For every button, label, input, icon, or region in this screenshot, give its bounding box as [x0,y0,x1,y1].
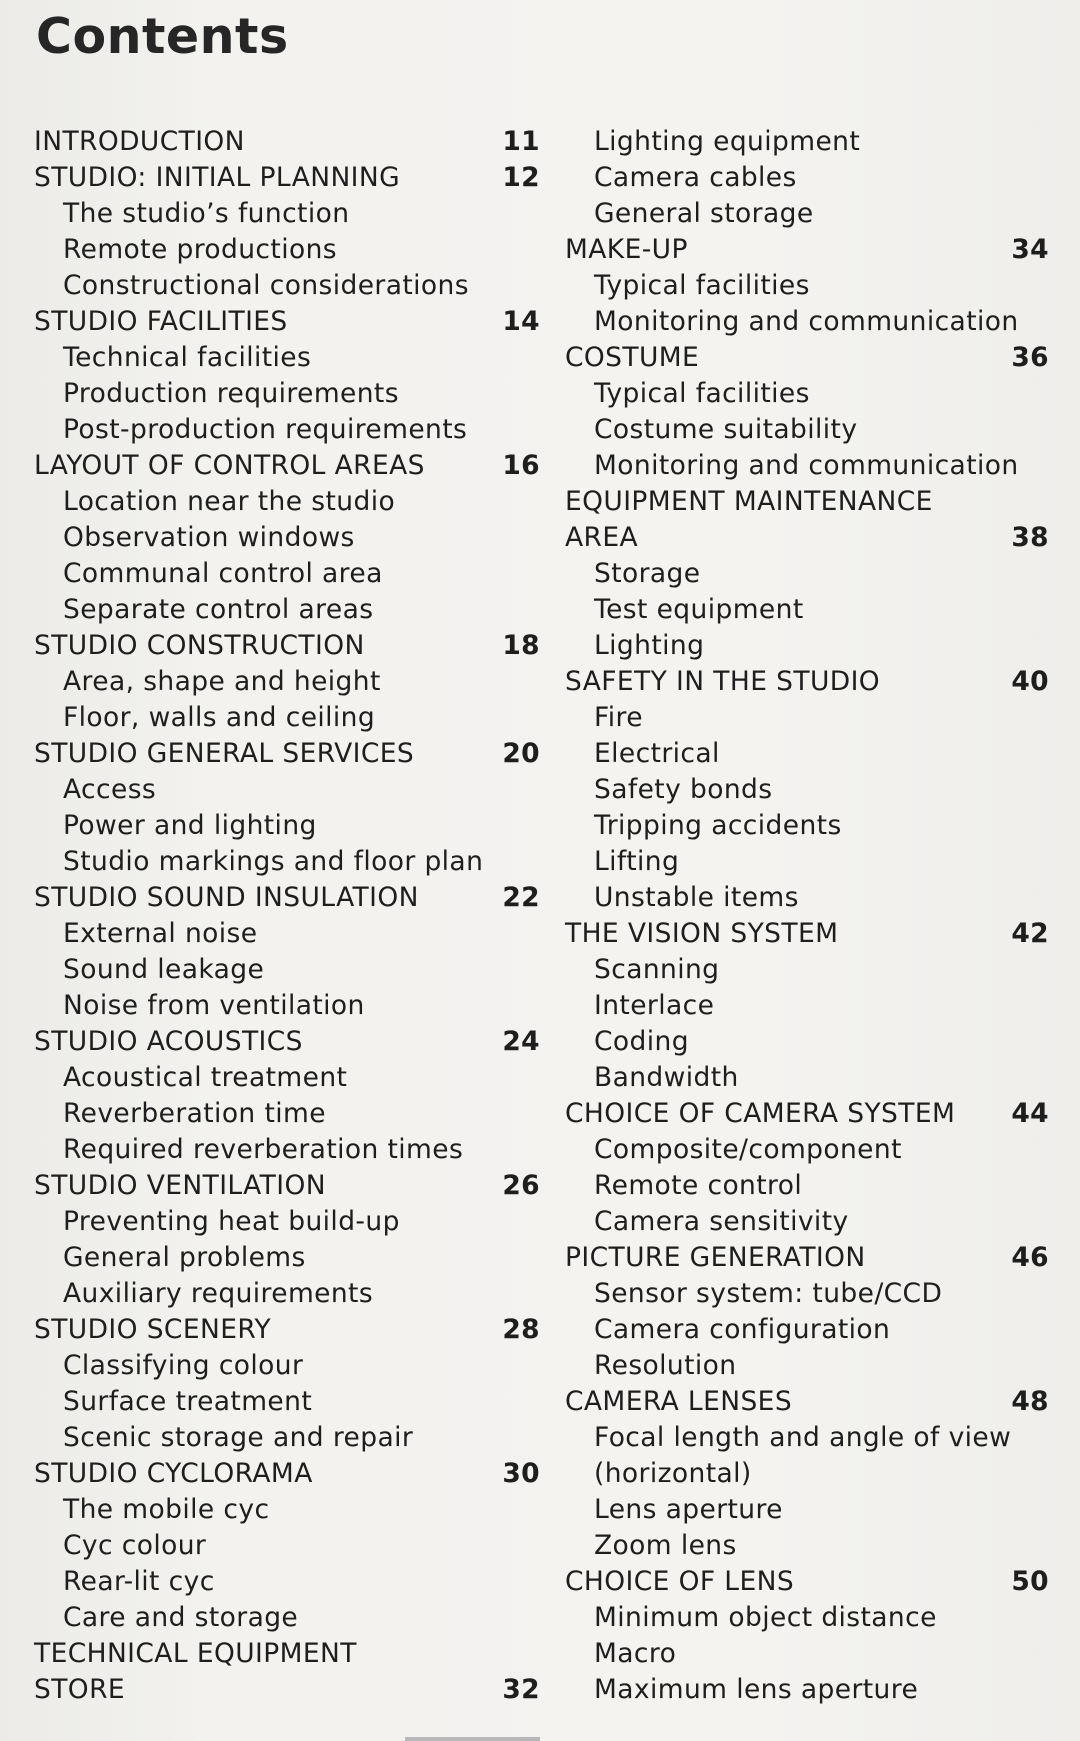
toc-subentry [565,304,1055,340]
toc-page-number: 50 [1011,1566,1049,1597]
toc-heading [34,1636,534,1672]
toc-subentry [34,1132,534,1168]
toc-entry-text: Maximum lens aperture [594,1674,919,1705]
toc-subentry [34,1528,534,1564]
toc-entry-text: Lifting [594,846,680,877]
toc-subentry [34,988,534,1024]
toc-heading [34,160,540,196]
toc-subentry [565,1060,1055,1096]
toc-entry-text: Care and storage [63,1602,299,1633]
toc-entry-text: External noise [63,918,258,949]
toc-entry-text: Post-production requirements [63,414,468,445]
toc-subentry [34,1348,534,1384]
toc-heading [565,1384,1055,1420]
toc-entry-text: Sensor system: tube/CCD [594,1278,943,1309]
scroll-indicator [405,1737,540,1741]
toc-entry-text: Monitoring and communication [594,306,1019,337]
toc-entry-text: Area, shape and height [63,666,381,697]
toc-page-number: 14 [502,306,540,337]
toc-heading [565,340,1055,376]
toc-subentry [34,1384,534,1420]
toc-entry-text: (horizontal) [594,1458,752,1489]
toc-entry-text: CAMERA LENSES [565,1386,793,1417]
toc-entry-text: Access [63,774,157,805]
toc-subentry [565,1528,1055,1564]
toc-entry-text: MAKE-UP [565,234,688,265]
toc-subentry [565,1420,1055,1456]
toc-page-number: 18 [502,630,540,661]
toc-entry-text: EQUIPMENT MAINTENANCE [565,486,933,517]
toc-page-number: 38 [1011,522,1049,553]
toc-page-number: 32 [502,1674,540,1705]
toc-entry-text: Power and lighting [63,810,317,841]
page-title: Contents [36,8,289,65]
toc-subentry [34,844,534,880]
toc-entry-text: Separate control areas [63,594,374,625]
toc-entry-text: Typical facilities [594,378,810,409]
toc-subentry [565,1024,1055,1060]
toc-entry-text: Required reverberation times [63,1134,464,1165]
toc-subentry [34,1204,534,1240]
toc-subentry [34,556,534,592]
toc-subentry [34,1240,534,1276]
toc-heading [34,1312,540,1348]
toc-entry-text: Camera sensitivity [594,1206,849,1237]
toc-entry-text: Noise from ventilation [63,990,365,1021]
toc-page-number: 40 [1011,666,1049,697]
toc-page-number: 36 [1011,342,1049,373]
toc-entry-text: Electrical [594,738,720,769]
toc-heading [565,664,1055,700]
toc-subentry [565,592,1055,628]
toc-entry-text: Coding [594,1026,689,1057]
toc-page-number: 11 [502,126,540,157]
toc-heading [34,880,540,916]
toc-heading [34,1024,540,1060]
toc-entry-text: Storage [594,558,701,589]
toc-subentry [565,880,1055,916]
toc-subentry [34,1096,534,1132]
toc-entry-text: Scanning [594,954,720,985]
toc-entry-text: Tripping accidents [594,810,842,841]
toc-page-number: 26 [502,1170,540,1201]
toc-entry-text: The studio’s function [63,198,350,229]
toc-subentry [34,664,534,700]
toc-entry-text: Studio markings and floor plan [63,846,484,877]
toc-subentry [34,916,534,952]
toc-subentry [34,412,534,448]
toc-page-number: 20 [502,738,540,769]
toc-entry-text: Technical facilities [63,342,312,373]
toc-subentry [34,592,534,628]
toc-heading [565,520,1055,556]
toc-entry-text: TECHNICAL EQUIPMENT [34,1638,357,1669]
toc-subentry [565,772,1055,808]
toc-page-number: 12 [502,162,540,193]
toc-page-number: 16 [502,450,540,481]
toc-entry-text: Sound leakage [63,954,265,985]
toc-heading [34,1456,540,1492]
toc-subentry [34,1420,534,1456]
toc-entry-text: Monitoring and communication [594,450,1019,481]
toc-subentry [565,1600,1055,1636]
toc-subentry [565,412,1055,448]
toc-subentry [565,988,1055,1024]
toc-entry-text: Safety bonds [594,774,773,805]
toc-entry-text: Zoom lens [594,1530,737,1561]
toc-entry-text: Focal length and angle of view [594,1422,1012,1453]
toc-entry-text: Observation windows [63,522,355,553]
toc-subentry [565,1348,1055,1384]
toc-subentry [34,700,534,736]
toc-heading [565,1564,1055,1600]
toc-column-right [565,124,1055,1708]
toc-page-number: 28 [502,1314,540,1345]
toc-page-number: 44 [1011,1098,1049,1129]
toc-subentry [565,1312,1055,1348]
toc-page-number: 42 [1011,918,1049,949]
toc-entry-text: Test equipment [594,594,804,625]
toc-entry-text: STUDIO FACILITIES [34,306,288,337]
toc-entry-text: Macro [594,1638,677,1669]
toc-page-number: 24 [502,1026,540,1057]
toc-subentry [34,340,534,376]
toc-subentry [565,1168,1055,1204]
toc-entry-text: Costume suitability [594,414,858,445]
toc-entry-text: Remote control [594,1170,803,1201]
toc-heading [565,1096,1055,1132]
toc-entry-text: Communal control area [63,558,383,589]
toc-subentry [34,1276,534,1312]
toc-entry-text: LAYOUT OF CONTROL AREAS [34,450,425,481]
toc-entry-text: PICTURE GENERATION [565,1242,866,1273]
toc-entry-text: Classifying colour [63,1350,304,1381]
toc-entry-text: Cyc colour [63,1530,207,1561]
toc-heading [34,304,540,340]
toc-entry-text: AREA [565,522,639,553]
toc-entry-text: Lighting [594,630,705,661]
toc-heading [34,628,540,664]
toc-subentry [565,160,1055,196]
toc-subentry [34,232,534,268]
toc-entry-text: Composite/component [594,1134,902,1165]
toc-entry-text: STUDIO VENTILATION [34,1170,326,1201]
toc-subentry [34,772,534,808]
toc-column-left [34,124,540,1708]
toc-subentry [34,484,534,520]
toc-subentry [565,1636,1055,1672]
toc-entry-text: General storage [594,198,814,229]
toc-page-number: 48 [1011,1386,1049,1417]
toc-entry-text: Floor, walls and ceiling [63,702,376,733]
toc-heading [34,736,540,772]
toc-entry-text: Scenic storage and repair [63,1422,414,1453]
toc-subentry [565,952,1055,988]
toc-page-number: 22 [502,882,540,913]
toc-entry-text: Camera configuration [594,1314,891,1345]
toc-entry-text: Auxiliary requirements [63,1278,374,1309]
toc-entry-text: The mobile cyc [63,1494,270,1525]
toc-entry-text: Preventing heat build-up [63,1206,400,1237]
toc-subentry [565,844,1055,880]
toc-page-number: 46 [1011,1242,1049,1273]
toc-subentry [565,1492,1055,1528]
toc-subentry [565,556,1055,592]
toc-entry-text: Bandwidth [594,1062,739,1093]
toc-entry-text: Interlace [594,990,715,1021]
toc-entry-text: General problems [63,1242,306,1273]
toc-heading [34,1168,540,1204]
toc-heading [565,1240,1055,1276]
toc-entry-text: STUDIO GENERAL SERVICES [34,738,415,769]
toc-entry-text: Constructional considerations [63,270,469,301]
toc-subentry [34,1492,534,1528]
toc-subentry [565,1456,1055,1492]
toc-subentry [565,268,1055,304]
toc-subentry [565,1276,1055,1312]
toc-heading [34,448,540,484]
toc-entry-text: Acoustical treatment [63,1062,348,1093]
toc-subentry [34,952,534,988]
toc-heading [34,124,540,160]
toc-entry-text: Rear-lit cyc [63,1566,215,1597]
toc-entry-text: STUDIO CYCLORAMA [34,1458,313,1489]
toc-subentry [565,1132,1055,1168]
toc-entry-text: INTRODUCTION [34,126,245,157]
toc-subentry [565,700,1055,736]
toc-subentry [34,376,534,412]
toc-entry-text: Lighting equipment [594,126,861,157]
toc-heading [34,1672,540,1708]
toc-entry-text: STORE [34,1674,126,1705]
toc-entry-text: Lens aperture [594,1494,783,1525]
toc-subentry [565,124,1055,160]
toc-entry-text: STUDIO CONSTRUCTION [34,630,365,661]
toc-subentry [34,268,534,304]
toc-entry-text: CHOICE OF LENS [565,1566,795,1597]
toc-entry-text: Camera cables [594,162,797,193]
toc-subentry [34,196,534,232]
toc-entry-text: Minimum object distance [594,1602,937,1633]
toc-subentry [34,1600,534,1636]
toc-entry-text: CHOICE OF CAMERA SYSTEM [565,1098,956,1129]
toc-subentry [565,1204,1055,1240]
toc-subentry [565,808,1055,844]
toc-heading [565,916,1055,952]
toc-subentry [565,1672,1055,1708]
toc-entry-text: STUDIO: INITIAL PLANNING [34,162,401,193]
toc-entry-text: Resolution [594,1350,737,1381]
toc-entry-text: Typical facilities [594,270,810,301]
toc-subentry [565,448,1055,484]
toc-entry-text: Unstable items [594,882,799,913]
toc-entry-text: Production requirements [63,378,399,409]
toc-subentry [34,808,534,844]
toc-subentry [34,1060,534,1096]
toc-page-number: 30 [502,1458,540,1489]
toc-entry-text: Surface treatment [63,1386,313,1417]
toc-entry-text: STUDIO SCENERY [34,1314,272,1345]
toc-entry-text: THE VISION SYSTEM [565,918,839,949]
toc-entry-text: Reverberation time [63,1098,326,1129]
toc-subentry [565,196,1055,232]
toc-entry-text: STUDIO SOUND INSULATION [34,882,419,913]
toc-entry-text: COSTUME [565,342,700,373]
toc-heading [565,232,1055,268]
toc-subentry [34,520,534,556]
toc-heading [565,484,1055,520]
toc-subentry [565,628,1055,664]
toc-subentry [34,1564,534,1600]
toc-entry-text: STUDIO ACOUSTICS [34,1026,303,1057]
toc-entry-text: Remote productions [63,234,337,265]
toc-page-number: 34 [1011,234,1049,265]
toc-entry-text: Location near the studio [63,486,396,517]
toc-entry-text: SAFETY IN THE STUDIO [565,666,881,697]
toc-subentry [565,736,1055,772]
toc-subentry [565,376,1055,412]
toc-entry-text: Fire [594,702,643,733]
